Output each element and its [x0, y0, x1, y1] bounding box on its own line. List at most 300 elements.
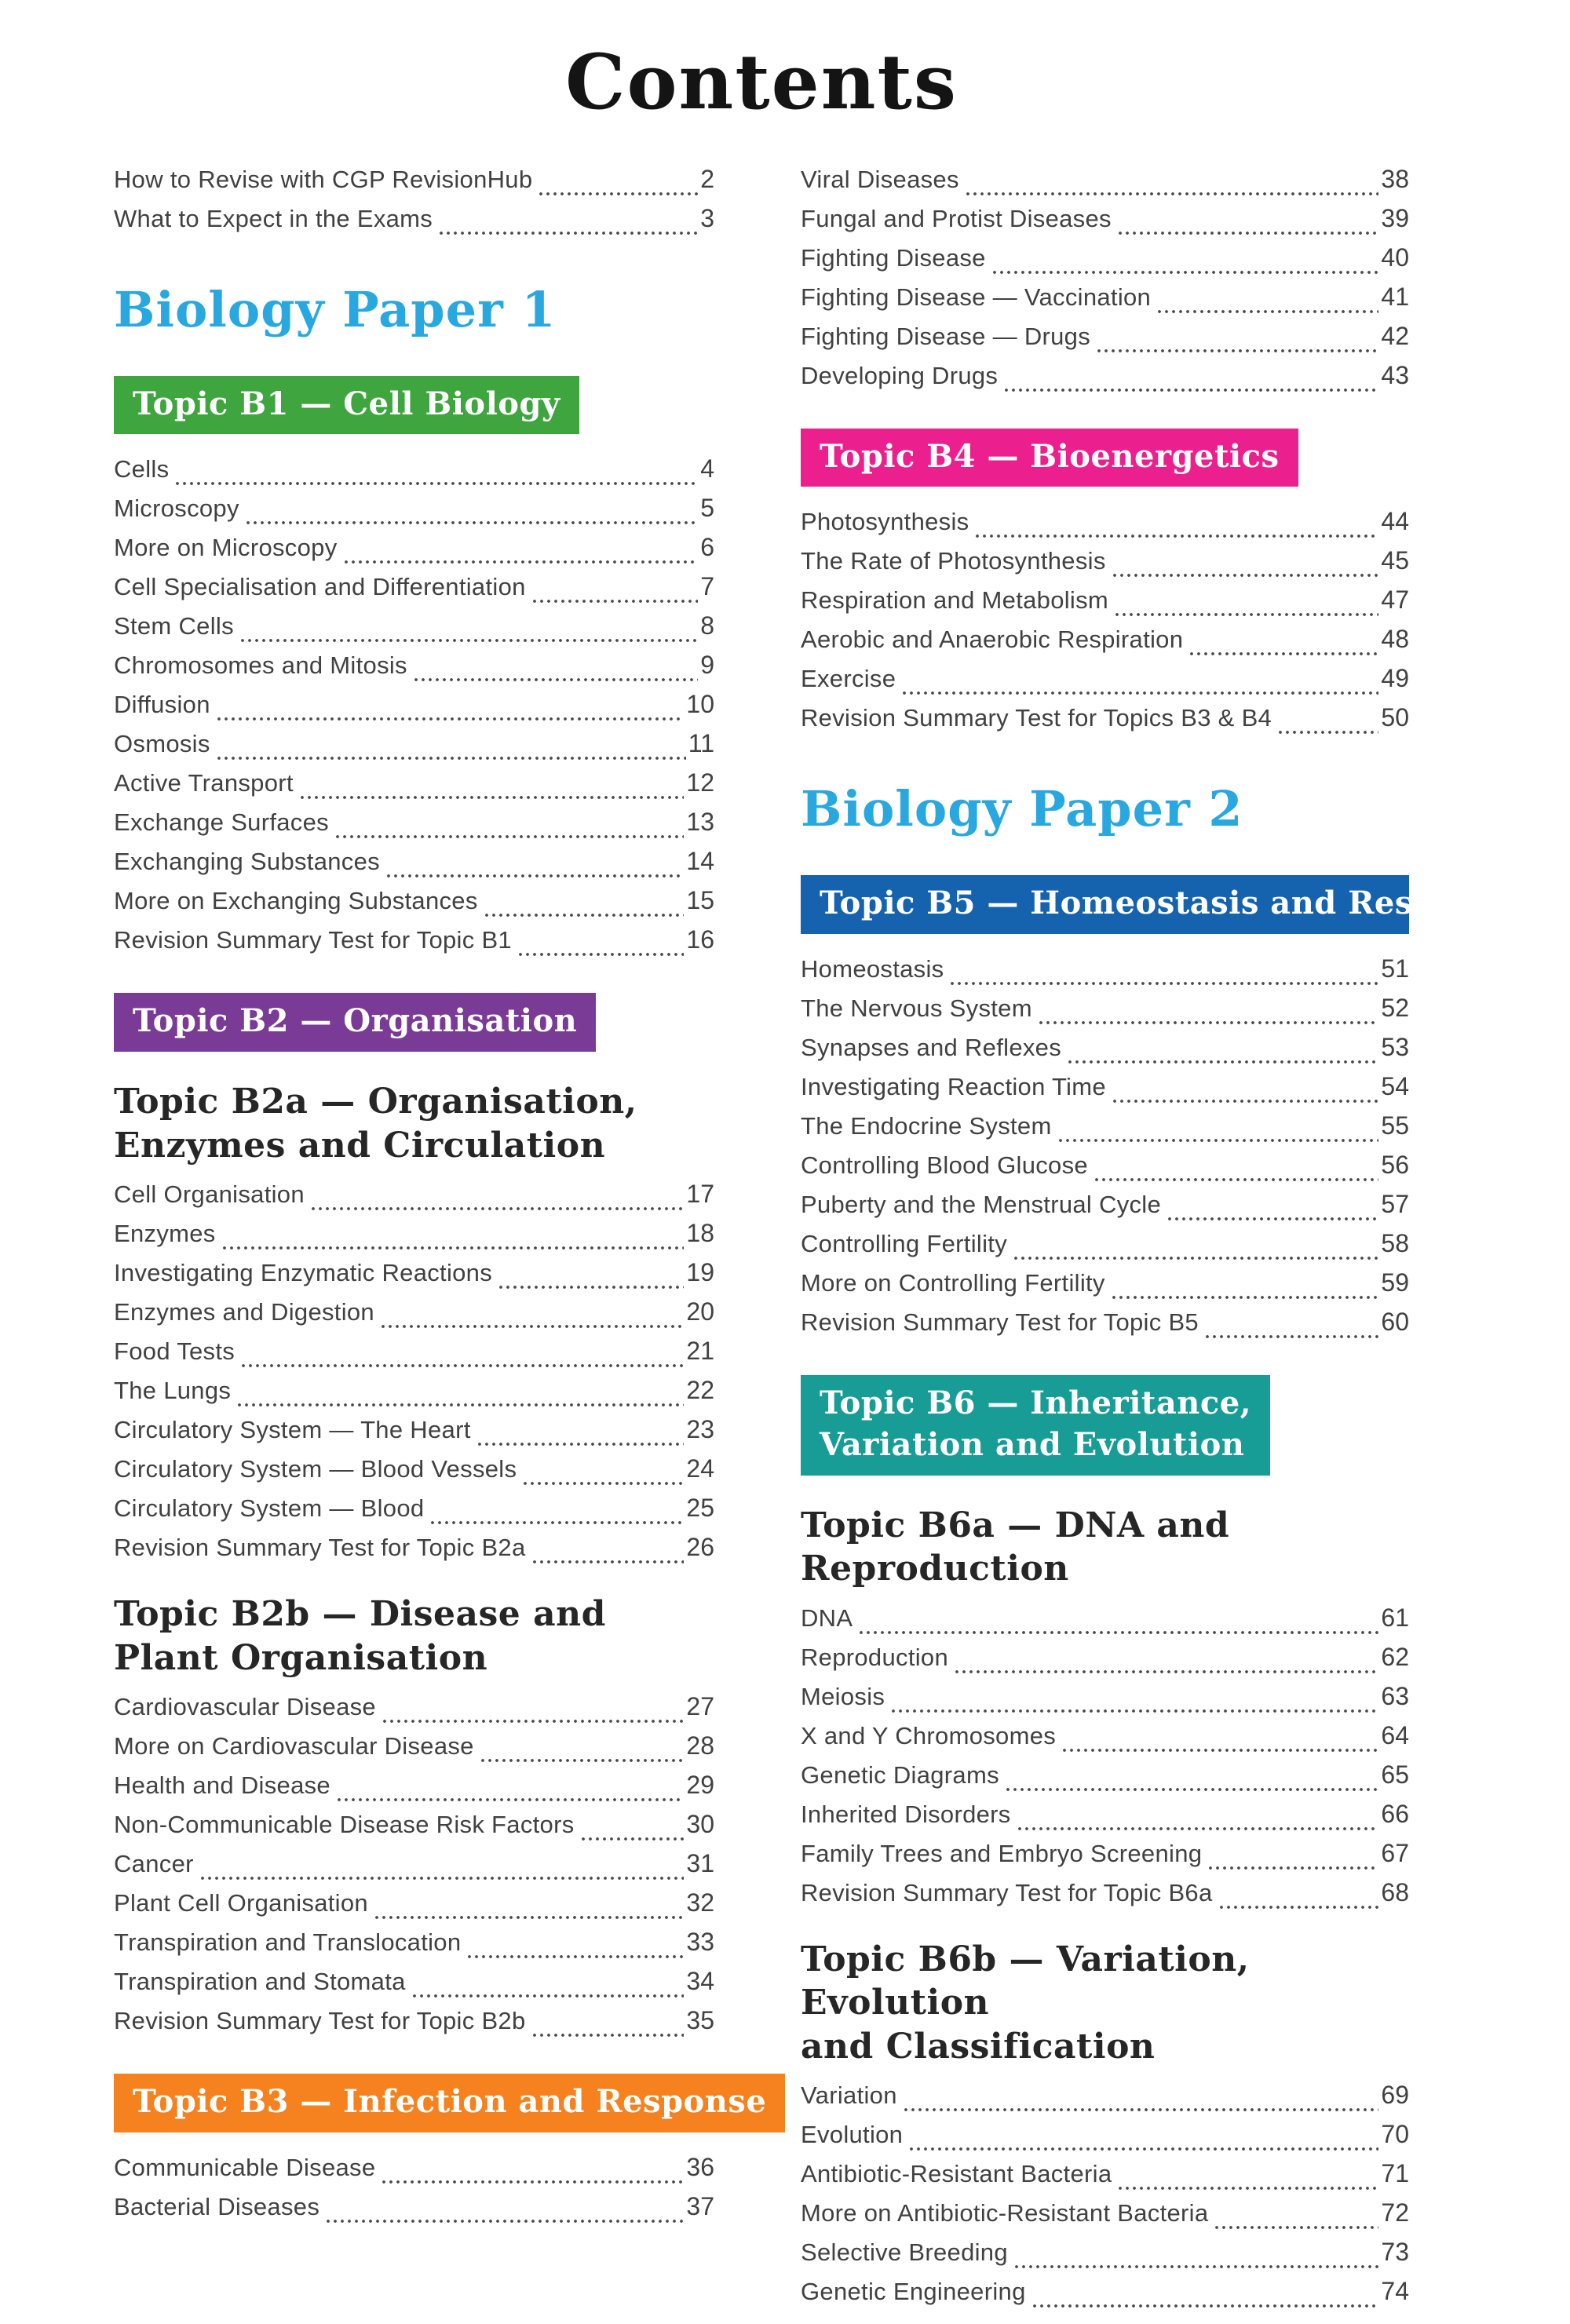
toc-row — [801, 2277, 1409, 2316]
toc-page-number: 72 — [1381, 2198, 1409, 2227]
dot-leader — [382, 2180, 684, 2184]
toc-page-number: 64 — [1381, 1720, 1409, 1749]
toc-page-number: 6 — [700, 533, 714, 562]
toc-page-number: 26 — [686, 1533, 714, 1562]
section-subheading-line: Enzymes and Circulation — [114, 1125, 606, 1166]
toc-row — [801, 361, 1409, 400]
toc-page-number: 37 — [686, 2191, 714, 2220]
toc-page-number: 61 — [1381, 1603, 1409, 1632]
toc-page-number: 60 — [1381, 1308, 1409, 1337]
toc-row — [114, 1849, 714, 1888]
toc-page-number: 20 — [686, 1297, 714, 1326]
toc-page-number: 33 — [686, 1928, 714, 1957]
topic-banner-line: Topic B2 — Organisation — [133, 1002, 578, 1040]
dot-leader — [200, 1876, 685, 1881]
toc-entry-label: Exchanging Substances — [114, 848, 380, 876]
toc-entry-label: Selective Breeding — [801, 2238, 1008, 2267]
toc-entry-label: Antibiotic-Resistant Bacteria — [801, 2160, 1112, 2188]
toc-page-number: 58 — [1381, 1229, 1409, 1258]
dot-leader — [1058, 1138, 1379, 1143]
toc-entry-label: Cancer — [114, 1850, 194, 1878]
toc-entry-label: Microscopy — [114, 494, 239, 523]
section-subheading-line: Topic B6b — Variation, Evolution — [801, 1939, 1250, 2023]
toc-page-number: 35 — [686, 2006, 714, 2035]
dot-leader — [412, 1994, 685, 1998]
toc-row — [114, 768, 714, 808]
topic-banner-line: Topic B1 — Cell Biology — [133, 385, 560, 422]
toc-page-number: 40 — [1381, 243, 1409, 272]
toc-row — [801, 1308, 1409, 1347]
dot-leader — [337, 1797, 684, 1802]
toc-row — [801, 1111, 1409, 1151]
toc-entry-label: The Lungs — [114, 1377, 232, 1405]
toc-page-number: 21 — [686, 1337, 714, 1366]
toc-page-number: 14 — [686, 847, 714, 876]
toc-row — [801, 2238, 1409, 2277]
section-subheading-line: Topic B6a — DNA and Reproduction — [801, 1505, 1230, 1589]
toc-entry-label: Bacterial Diseases — [114, 2192, 320, 2220]
toc-entry-label: Cell Organisation — [114, 1180, 305, 1209]
toc-row — [114, 165, 714, 204]
dot-leader — [1013, 1256, 1378, 1261]
toc-page-number: 16 — [686, 925, 714, 954]
dot-leader — [955, 1669, 1378, 1674]
dot-leader — [374, 1915, 684, 1920]
toc-page-number: 73 — [1381, 2238, 1409, 2267]
toc-row — [801, 1643, 1409, 1682]
dot-leader — [539, 192, 698, 196]
section-subheading-line: Topic B2a — Organisation, — [114, 1082, 637, 1122]
toc-row — [114, 1771, 714, 1810]
toc-entry-label: Exchange Surfaces — [114, 808, 329, 837]
toc-entry-label: Genetic Diagrams — [801, 1760, 999, 1789]
toc-entry-label: Genetic Engineering — [801, 2278, 1026, 2306]
page-title: Contents — [565, 38, 958, 126]
dot-leader — [480, 1758, 685, 1763]
toc-row — [801, 1603, 1409, 1643]
toc-entry-label: Respiration and Metabolism — [801, 586, 1109, 615]
toc-row — [114, 886, 714, 925]
toc-row — [801, 1800, 1409, 1839]
dot-leader — [498, 1285, 684, 1290]
toc-entry-label: Meiosis — [801, 1682, 885, 1710]
toc-row — [114, 690, 714, 729]
toc-row — [801, 322, 1409, 361]
dot-leader — [1118, 2186, 1378, 2191]
toc-page-number: 4 — [700, 454, 714, 483]
toc-page-number: 49 — [1381, 664, 1409, 693]
toc-row — [114, 2006, 714, 2045]
dot-leader — [902, 691, 1378, 695]
dot-leader — [532, 599, 699, 604]
section-subheading-line: Plant Organisation — [114, 1637, 488, 1678]
dot-leader — [217, 717, 685, 721]
toc-entry-label: More on Microscopy — [114, 534, 338, 562]
toc-row — [114, 1180, 714, 1219]
toc-column-right — [801, 160, 1519, 2324]
dot-leader — [992, 270, 1379, 275]
toc-entry-label: Fighting Disease — [801, 243, 986, 272]
toc-list — [114, 1692, 714, 2045]
toc-entry-label: Photosynthesis — [801, 508, 969, 536]
toc-row — [114, 1415, 714, 1454]
toc-entry-label: Revision Summary Test for Topics B3 & B4 — [801, 704, 1272, 732]
toc-row — [801, 243, 1409, 283]
toc-page-number: 29 — [686, 1771, 714, 1800]
dot-leader — [222, 1246, 685, 1250]
toc-entry-label: Communicable Disease — [114, 2153, 376, 2181]
dot-leader — [532, 1560, 685, 1564]
toc-entry-label: Osmosis — [114, 730, 210, 758]
toc-row — [114, 925, 714, 965]
toc-row — [801, 165, 1409, 204]
toc-entry-label: Viral Diseases — [801, 165, 959, 193]
dot-leader — [1115, 612, 1378, 617]
toc-entry-label: More on Controlling Fertility — [801, 1269, 1105, 1297]
section-subheading-line: and Classification — [801, 2026, 1156, 2067]
toc-entry-label: Puberty and the Menstrual Cycle — [801, 1191, 1162, 1219]
dot-leader — [1068, 1060, 1378, 1064]
toc-page-number: 41 — [1381, 282, 1409, 311]
toc-entry-label: Cell Specialisation and Differentiation — [114, 573, 526, 601]
toc-entry-label: Inherited Disorders — [801, 1800, 1011, 1828]
toc-page-number: 2 — [700, 164, 714, 193]
toc-page-number: 51 — [1381, 954, 1409, 983]
toc-entry-label: Variation — [801, 2081, 897, 2110]
toc-row — [801, 1151, 1409, 1190]
toc-entry-label: Plant Cell Organisation — [114, 1889, 368, 1917]
toc-page-number: 23 — [686, 1415, 714, 1444]
toc-page-number: 12 — [686, 768, 714, 797]
toc-row — [801, 2198, 1409, 2238]
toc-list — [801, 507, 1409, 742]
toc-page-number: 50 — [1381, 703, 1409, 732]
dot-leader — [335, 834, 684, 839]
toc-entry-label: Synapses and Reflexes — [801, 1034, 1061, 1062]
toc-page-number: 38 — [1381, 164, 1409, 193]
toc-page-number: 62 — [1381, 1642, 1409, 1671]
dot-leader — [311, 1206, 685, 1211]
topic-banner-line: Topic B4 — Bioenergetics — [820, 437, 1280, 475]
dot-leader — [1214, 2225, 1378, 2230]
dot-leader — [859, 1630, 1378, 1635]
toc-page-number: 69 — [1381, 2081, 1409, 2110]
toc-row — [114, 611, 714, 651]
toc-entry-label: Reproduction — [801, 1643, 948, 1671]
toc-page-number: 52 — [1381, 994, 1409, 1023]
toc-row — [114, 1454, 714, 1494]
dot-leader — [1205, 1334, 1378, 1339]
dot-leader — [467, 1954, 684, 1959]
toc-row — [801, 507, 1409, 546]
toc-entry-label: Circulatory System — Blood Vessels — [114, 1455, 517, 1483]
toc-entry-label: Revision Summary Test for Topic B6a — [801, 1878, 1213, 1906]
toc-entry-label: Evolution — [801, 2121, 904, 2149]
toc-page-number: 66 — [1381, 1799, 1409, 1828]
toc-entry-label: Enzymes and Digestion — [114, 1298, 374, 1326]
toc-entry-label: Non-Communicable Disease Risk Factors — [114, 1811, 575, 1839]
toc-entry-label: What to Expect in the Exams — [114, 204, 433, 232]
toc-row — [801, 1839, 1409, 1878]
toc-entry-label: Cardiovascular Disease — [114, 1693, 376, 1721]
section-subheading — [114, 1593, 714, 1680]
dot-leader — [950, 981, 1378, 986]
toc-list — [801, 165, 1409, 400]
toc-row — [114, 1494, 714, 1533]
toc-page-number: 8 — [700, 611, 714, 640]
toc-page-number: 42 — [1381, 321, 1409, 350]
dot-leader — [1167, 1217, 1378, 1221]
toc-row — [114, 1692, 714, 1731]
toc-row — [114, 494, 714, 533]
toc-row — [114, 729, 714, 768]
toc-row — [114, 1731, 714, 1771]
toc-page-number: 11 — [688, 729, 714, 758]
section-subheading-line: Topic B2b — Disease and — [114, 1594, 606, 1635]
toc-row — [801, 664, 1409, 703]
topic-banner-line: Topic B3 — Infection and Response — [133, 2083, 767, 2121]
toc-page-number: 53 — [1381, 1033, 1409, 1062]
toc-row — [114, 572, 714, 611]
toc-row — [801, 586, 1409, 625]
toc-entry-label: Transpiration and Translocation — [114, 1928, 462, 1957]
toc-page-number: 19 — [686, 1258, 714, 1287]
toc-list — [114, 2153, 714, 2231]
toc-row — [801, 2159, 1409, 2198]
toc-entry-label: Fighting Disease — Drugs — [801, 322, 1091, 350]
toc-row — [801, 1190, 1409, 1229]
paper-heading: Biology Paper 1 — [114, 280, 557, 338]
toc-page-number: 5 — [700, 494, 714, 523]
dot-leader — [1112, 573, 1379, 578]
toc-entry-label: Health and Disease — [114, 1771, 330, 1800]
toc-entry-label: Developing Drugs — [801, 361, 999, 389]
topic-banner-line: Topic B6 — Inheritance, — [820, 1385, 1252, 1422]
topic-banner — [801, 429, 1298, 487]
toc-entry-label: The Endocrine System — [801, 1112, 1052, 1140]
toc-list — [114, 165, 714, 243]
topic-banner — [114, 376, 579, 435]
toc-row — [114, 1258, 714, 1297]
toc-list — [114, 1180, 714, 1572]
toc-page-number: 55 — [1381, 1111, 1409, 1140]
toc-page-number: 39 — [1381, 203, 1409, 232]
toc-row — [801, 1072, 1409, 1111]
dot-leader — [891, 1709, 1378, 1713]
dot-leader — [523, 1481, 684, 1486]
dot-leader — [241, 1363, 684, 1368]
dot-leader — [1039, 1020, 1379, 1025]
toc-page-number: 65 — [1381, 1760, 1409, 1789]
dot-leader — [518, 952, 684, 957]
toc-page-number: 10 — [686, 690, 714, 719]
toc-entry-label: Revision Summary Test for Topic B1 — [114, 926, 512, 954]
toc-entry-label: Homeostasis — [801, 955, 944, 983]
toc-row — [114, 651, 714, 690]
toc-entry-label: Transpiration and Stomata — [114, 1968, 406, 1996]
toc-entry-label: Family Trees and Embryo Screening — [801, 1839, 1203, 1867]
toc-page-number: 9 — [700, 651, 714, 680]
toc-page-number: 3 — [700, 203, 714, 232]
toc-row — [114, 1297, 714, 1337]
toc-row — [801, 1721, 1409, 1760]
toc-entry-label: How to Revise with CGP RevisionHub — [114, 165, 533, 193]
toc-row — [801, 1682, 1409, 1721]
dot-leader — [1278, 730, 1378, 735]
toc-entry-label: Exercise — [801, 665, 896, 693]
toc-entry-label: Aerobic and Anaerobic Respiration — [801, 626, 1184, 654]
toc-page-number: 63 — [1381, 1681, 1409, 1710]
dot-leader — [532, 2033, 685, 2038]
toc-entry-label: Cells — [114, 455, 170, 483]
dot-leader — [414, 677, 698, 682]
toc-row — [114, 1533, 714, 1572]
toc-row — [114, 1337, 714, 1376]
toc-list — [801, 954, 1409, 1347]
toc-page-number: 68 — [1381, 1877, 1409, 1906]
toc-entry-label: Food Tests — [114, 1337, 236, 1366]
paper-heading: Biology Paper 2 — [801, 780, 1243, 838]
topic-banner — [801, 1375, 1270, 1476]
toc-page-number: 32 — [686, 1888, 714, 1917]
toc-row — [801, 994, 1409, 1033]
dot-leader — [1017, 1826, 1379, 1831]
toc-row — [801, 1760, 1409, 1800]
toc-row — [114, 204, 714, 243]
toc-row — [801, 1229, 1409, 1268]
dot-leader — [217, 756, 686, 761]
topic-banner — [114, 993, 596, 1052]
toc-page-number: 71 — [1381, 2159, 1409, 2188]
toc-list — [114, 454, 714, 965]
toc-entry-label: More on Antibiotic-Resistant Bacteria — [801, 2199, 1209, 2227]
dot-leader — [1032, 2304, 1379, 2308]
toc-row — [801, 2081, 1409, 2120]
toc-page-number: 30 — [686, 1810, 714, 1839]
dot-leader — [484, 913, 685, 918]
toc-page-number: 44 — [1381, 507, 1409, 536]
toc-row — [801, 283, 1409, 322]
toc-page-number: 47 — [1381, 586, 1409, 615]
toc-page-number: 59 — [1381, 1268, 1409, 1297]
section-subheading — [114, 1080, 714, 1167]
topic-banner-line: Variation and Evolution — [820, 1426, 1245, 1464]
dot-leader — [1062, 1748, 1378, 1753]
dot-leader — [344, 560, 699, 564]
dot-leader — [1118, 231, 1379, 235]
toc-entry-label: Stem Cells — [114, 612, 234, 640]
toc-row — [801, 1268, 1409, 1308]
dot-leader — [1112, 1099, 1378, 1104]
toc-row — [114, 2153, 714, 2192]
dot-leader — [477, 1442, 685, 1447]
toc-page-number: 36 — [686, 2152, 714, 2181]
toc-row — [801, 1033, 1409, 1072]
toc-entry-label: Enzymes — [114, 1220, 216, 1248]
toc-entry-label: More on Cardiovascular Disease — [114, 1732, 474, 1760]
toc-page-number: 34 — [686, 1967, 714, 1996]
toc-row — [114, 1810, 714, 1849]
dot-leader — [240, 638, 698, 643]
dot-leader — [1097, 348, 1378, 353]
dot-leader — [381, 1324, 684, 1329]
dot-leader — [430, 1520, 684, 1525]
topic-banner — [114, 2074, 785, 2132]
toc-page-number: 70 — [1381, 2120, 1409, 2149]
dot-leader — [1219, 1905, 1379, 1910]
dot-leader — [966, 192, 1379, 196]
toc-page-number: 22 — [686, 1376, 714, 1405]
toc-row — [801, 703, 1409, 742]
dot-leader — [1006, 1787, 1379, 1792]
dot-leader — [246, 520, 698, 525]
toc-column-left — [114, 160, 767, 2324]
toc-entry-label: Circulatory System — The Heart — [114, 1416, 471, 1444]
dot-leader — [1157, 309, 1378, 314]
dot-leader — [439, 231, 698, 235]
toc-entry-label: Revision Summary Test for Topic B2b — [114, 2007, 526, 2035]
dot-leader — [386, 874, 684, 878]
toc-entry-label: The Rate of Photosynthesis — [801, 547, 1106, 575]
toc-page-number: 56 — [1381, 1151, 1409, 1180]
toc-page-number: 25 — [686, 1494, 714, 1523]
toc-entry-label: DNA — [801, 1603, 853, 1632]
toc-page-number: 13 — [686, 808, 714, 837]
toc-page-number: 28 — [686, 1731, 714, 1760]
dot-leader — [382, 1719, 684, 1724]
topic-banner — [801, 875, 1519, 934]
toc-entry-label: X and Y Chromosomes — [801, 1721, 1057, 1749]
toc-page-number: 18 — [686, 1219, 714, 1248]
toc-page-number: 54 — [1381, 1072, 1409, 1101]
dot-leader — [975, 534, 1378, 538]
toc-entry-label: Circulatory System — Blood — [114, 1494, 425, 1523]
section-subheading — [801, 1504, 1409, 1591]
toc-entry-label: The Nervous System — [801, 994, 1032, 1023]
dot-leader — [1094, 1177, 1378, 1182]
toc-page-number: 15 — [686, 886, 714, 915]
toc-row — [801, 2120, 1409, 2159]
dot-leader — [300, 795, 685, 800]
toc-row — [801, 1878, 1409, 1917]
toc-page-number: 17 — [686, 1180, 714, 1209]
toc-row — [114, 1967, 714, 2006]
toc-row — [114, 2192, 714, 2231]
toc-entry-label: Diffusion — [114, 691, 210, 719]
toc-page-number: 27 — [686, 1692, 714, 1721]
toc-row — [114, 1219, 714, 1258]
toc-row — [801, 546, 1409, 586]
dot-leader — [326, 2219, 684, 2224]
toc-page-number: 57 — [1381, 1190, 1409, 1219]
dot-leader — [1004, 388, 1378, 392]
dot-leader — [1014, 2264, 1379, 2269]
dot-leader — [904, 2107, 1379, 2112]
toc-columns — [114, 160, 1519, 2324]
dot-leader — [237, 1403, 684, 1407]
toc-entry-label: Active Transport — [114, 769, 294, 797]
toc-page-number: 67 — [1381, 1838, 1409, 1867]
toc-row — [114, 1888, 714, 1928]
toc-row — [801, 625, 1409, 664]
toc-page-number: 45 — [1381, 546, 1409, 575]
toc-entry-label: More on Exchanging Substances — [114, 887, 478, 915]
toc-entry-label: Revision Summary Test for Topic B2a — [114, 1534, 526, 1562]
toc-page-number: 24 — [686, 1454, 714, 1483]
toc-entry-label: Fighting Disease — Vaccination — [801, 283, 1152, 311]
dot-leader — [909, 2147, 1378, 2151]
toc-row — [114, 847, 714, 886]
